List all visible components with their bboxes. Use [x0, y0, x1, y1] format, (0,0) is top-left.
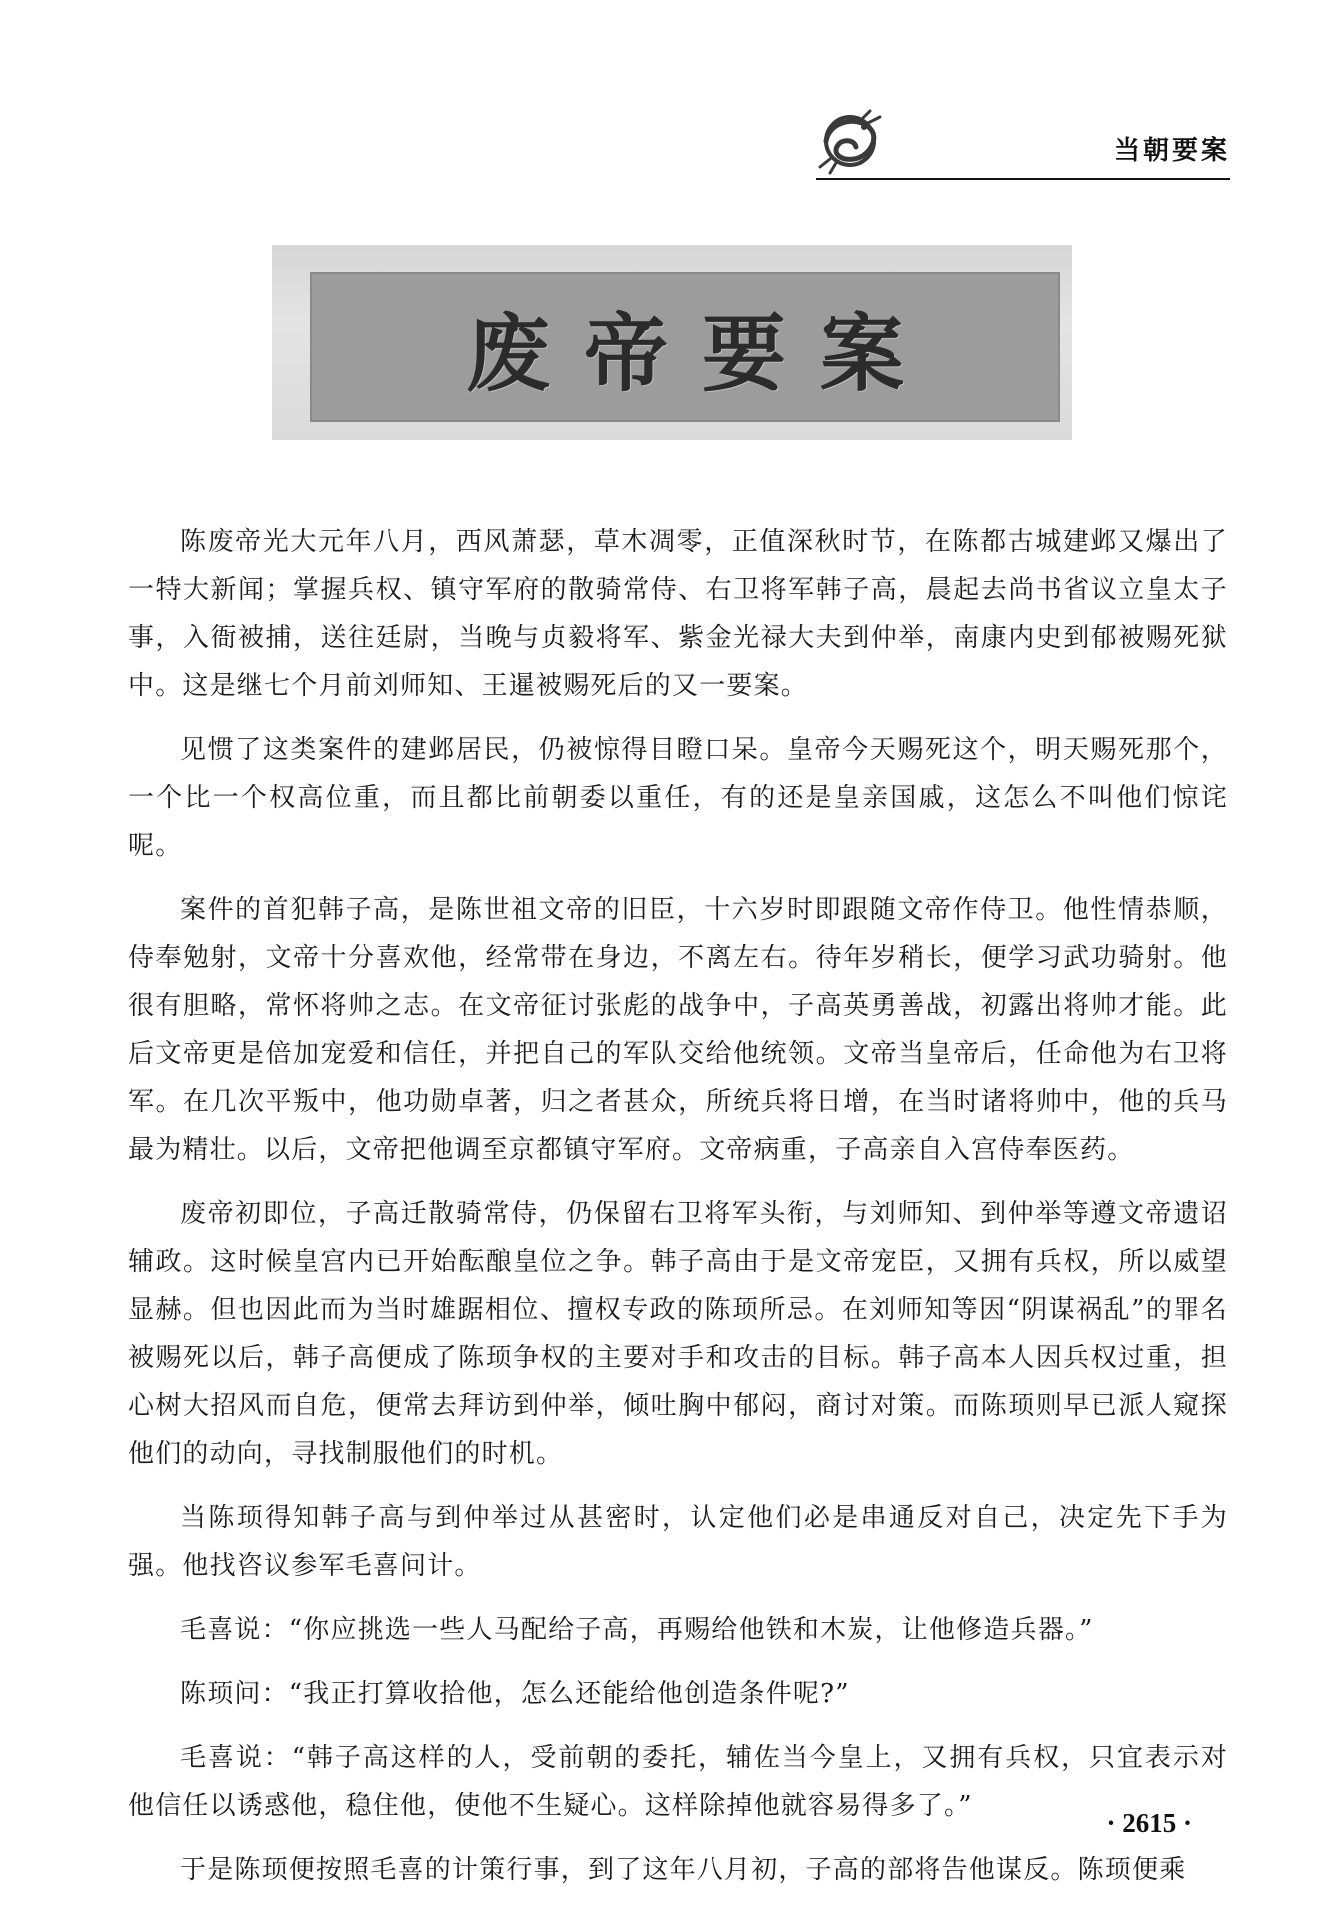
paragraph: 废帝初即位，子高迁散骑常侍，仍保留右卫将军头衔，与刘师知、到仲举等遵文帝遗诏辅政。这时候皇宫内已开始酝酿皇位之争。韩子高由于是文帝宠臣，又拥有兵权，所以威望显赫。但也因此而为当时雄踞相位、擅权专政的陈顼所忌。在刘师知等因“阴谋祸乱”的罪名被赐死以后，韩子高便成了陈顼争权的主要对手和攻击的目标。韩子高本人因兵权过重，担心树大招风而自危，便常去拜访到仲举，倾吐胸中郁闷，商讨对策。而陈顼则早已派人窥探他们的动向，寻找制服他们的时机。: [128, 1199, 1228, 1469]
paragraph: 陈顼问：“我正打算收拾他，怎么还能给他创造条件呢?”: [180, 1679, 850, 1709]
page-number: · 2615 ·: [1106, 1808, 1192, 1838]
paragraph: 案件的首犯韩子高，是陈世祖文帝的旧臣，十六岁时即跟随文帝作侍卫。他性情恭顺，侍奉勉射，文帝十分喜欢他，经常带在身边，不离左右。待年岁稍长，便学习武功骑射。他很有胆略，常怀将帅之志。在文帝征讨张彪的战争中，子高英勇善战，初露出将帅才能。此后文帝更是倍加宠爱和信任，并把自己的军队交给他统领。文帝当皇帝后，任命他为右卫将军。在几次平叛中，他功勋卓著，归之者甚众，所统兵将日增，在当时诸将帅中，他的兵马最为精壮。以后，文帝把他调至京都镇守军府。文帝病重，子高亲自入宫侍奉医药。: [128, 895, 1228, 1165]
article-body: [128, 518, 1228, 1910]
title-banner: [310, 272, 1060, 422]
running-header-title: 当朝要案: [1113, 136, 1230, 166]
paragraph: 于是陈顼便按照毛喜的计策行事，到了这年八月初，子高的部将告他谋反。陈顼便乘: [180, 1855, 1187, 1885]
paragraph: 毛喜说：“韩子高这样的人，受前朝的委托，辅佐当今皇上，又拥有兵权，只宜表示对他信任以诱惑他，稳住他，使他不生疑心。这样除掉他就容易得多了。”: [128, 1743, 1228, 1821]
dragon-emblem-icon: [810, 105, 890, 175]
header-rule: [816, 178, 1230, 180]
paragraph: 见惯了这类案件的建邺居民，仍被惊得目瞪口呆。皇帝今天赐死这个，明天赐死那个，一个比一个权高位重，而且都比前朝委以重任，有的还是皇亲国戚，这怎么不叫他们惊诧呢。: [128, 735, 1228, 861]
paragraph: 陈废帝光大元年八月，西风萧瑟，草木凋零，正值深秋时节，在陈都古城建邺又爆出了一特大新闻；掌握兵权、镇守军府的散骑常侍、右卫将军韩子高，晨起去尚书省议立皇太子事，入衙被捕，送往廷尉，当晚与贞毅将军、紫金光禄大夫到仲举，南康内史到郁被赐死狱中。这是继七个月前刘师知、王暹被赐死后的又一要案。: [128, 527, 1228, 701]
chapter-title: 废帝要案: [465, 303, 938, 403]
paragraph: 当陈顼得知韩子高与到仲举过从甚密时，认定他们必是串通反对自己，决定先下手为强。他找咨议参军毛喜问计。: [128, 1503, 1228, 1581]
paragraph: 毛喜说：“你应挑选一些人马配给子高，再赐给他铁和木炭，让他修造兵器。”: [180, 1615, 1094, 1645]
